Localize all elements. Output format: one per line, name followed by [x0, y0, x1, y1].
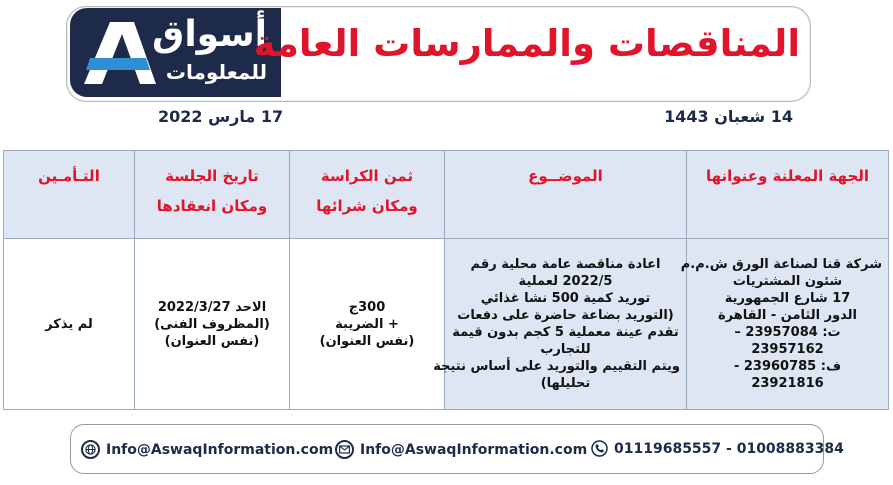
logo-word: أسواق [152, 14, 267, 55]
aswaq-logo [70, 8, 281, 97]
globe-icon [81, 440, 100, 459]
phone-icon [591, 440, 608, 457]
table-row [4, 239, 889, 410]
cell-entity: شركة قنا لصناعة الورق ش.م.م شئون المشتريات 17 شارع الجمهورية الدور الثامن - القاهرة ت: 23957084 – 23957162 ف: 23960785 - 23921816 [687, 239, 889, 410]
table-header-row [4, 151, 889, 239]
logo-subtitle: للمعلومات [165, 60, 267, 84]
header-subject: الموضــوع [445, 151, 687, 239]
cell-price: 300ج + الضريبة (نفس العنوان) [290, 239, 445, 410]
email-link-2[interactable]: Info@AswaqInformation.com [360, 441, 588, 458]
hijri-date: 14 شعبان 1443 [664, 107, 793, 126]
header-session: تاريخ الجلسة ومكان انعقادها [135, 151, 290, 239]
cell-subject: اعادة مناقصة عامة محلية رقم 2022/5 لعملية توريد كمية 500 نشا غذائي (التوريد بضاعة حاضرة على دفعات تقدم عينة معملية 5 كجم بدون قيمة للتجارب ويتم التقييم والتوريد على أساس نتيجة تحليلها) [445, 239, 687, 410]
footer-email [335, 440, 587, 459]
page-title: المناقصات والممارسات العامة [253, 22, 800, 65]
email-icon [335, 440, 354, 459]
aswaq-a-logo-icon [80, 18, 158, 88]
footer-phone [591, 440, 844, 457]
header-entity: الجهة المعلنة وعنوانها [687, 151, 889, 239]
tender-table [3, 150, 889, 410]
footer-website [81, 440, 333, 459]
phone-numbers: 01119685557 - 01008883384 [614, 440, 844, 457]
header-price: ثمن الكراسة ومكان شرائها [290, 151, 445, 239]
cell-insurance: لم يذكر [4, 239, 135, 410]
cell-session: الاحد 2022/3/27 (المظروف الفنى) (نفس العنوان) [135, 239, 290, 410]
header-insurance: التـأمـين [4, 151, 135, 239]
gregorian-date: 17 مارس 2022 [158, 107, 284, 126]
email-link-1[interactable]: Info@AswaqInformation.com [106, 441, 334, 458]
contact-footer [70, 424, 844, 474]
